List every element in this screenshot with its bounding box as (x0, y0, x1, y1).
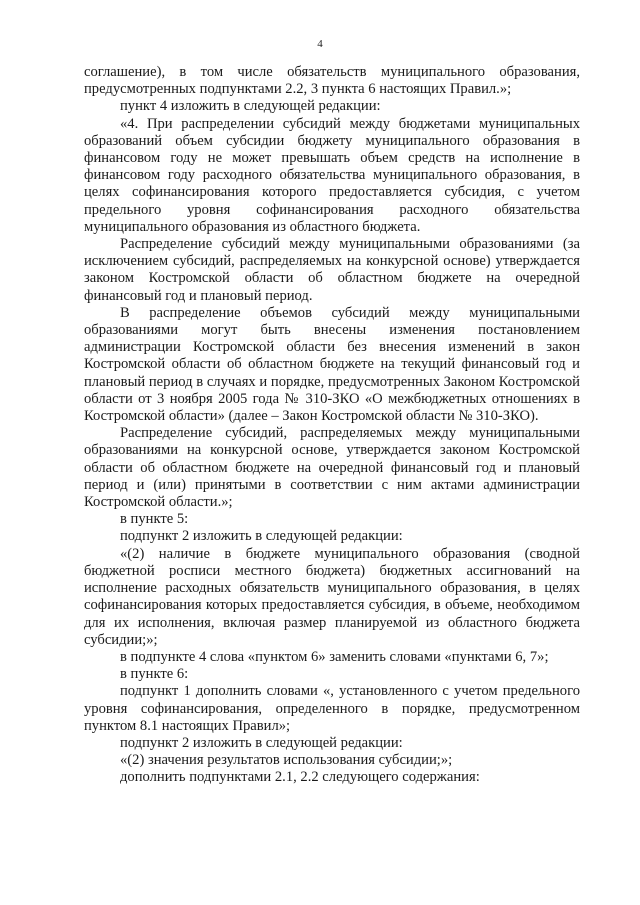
paragraph: подпункт 1 дополнить словами «, установленного с учетом предельного уровня софинансирования, определенного в порядке, предусмотренном пунктом 8.1 настоящих Правил»; (84, 683, 580, 734)
document-body (84, 64, 580, 787)
paragraph: подпункт 2 изложить в следующей редакции: (120, 528, 403, 545)
paragraph: «(2) наличие в бюджете муниципального образования (сводной бюджетной росписи местного бюджета) бюджетных ассигнований на исполнение расходных обязательств муниципального образования, в целях софинансирования которых предоставляется субсидия, в объеме, необходимом для их исполнения, включая размер планируемой из областного бюджета субсидии;»; (84, 545, 580, 648)
paragraph: соглашение), в том числе обязательств муниципального образования, предусмотренных подпунктами 2.2, 3 пункта 6 настоящих Правил.»; (84, 64, 580, 98)
paragraph: Распределение субсидий между муниципальными образованиями (за исключением субсидий, распределяемых на конкурсной основе) утверждается законом Костромской области об областном бюджете на очередной финансовый год и плановый период. (84, 236, 580, 304)
page-number: 4 (317, 38, 323, 50)
paragraph: пункт 4 изложить в следующей редакции: (120, 98, 381, 115)
paragraph: в пункте 5: (120, 511, 189, 528)
paragraph: «4. При распределении субсидий между бюджетами муниципальных образований объем субсидии бюджету муниципального образования в финансовом году не может превышать объем средств на исполнение в финансовом году расходного обязательства муниципального образования, в целях софинансирования которого предоставляется субсидия, с учетом предельного уровня софинансирования расходного обязательства муниципального образования из областного бюджета. (84, 115, 580, 235)
paragraph: в пункте 6: (120, 666, 189, 683)
paragraph: Распределение субсидий, распределяемых между муниципальными образованиями на конкурсной основе, утверждается законом Костромской области об областном бюджете на очередной финансовый год и плановый период и (или) принятыми в соответствии с ним актами администрации Костромской области.»; (84, 425, 580, 511)
paragraph: «(2) значения результатов использования субсидии;»; (120, 752, 453, 769)
paragraph: в подпункте 4 слова «пунктом 6» заменить словами «пунктами 6, 7»; (120, 648, 549, 665)
paragraph: В распределение объемов субсидий между муниципальными образованиями могут быть внесены изменения постановлением администрации Костромской области без внесения изменений в закон Костромской области об областном бюджете на текущий финансовый год и плановый период в случаях и порядке, предусмотренных Законом Костромской области от 3 ноября 2005 года № 310-ЗКО «О межбюджетных отношениях в Костромской области» (далее – Закон Костромской области № 310-ЗКО). (84, 304, 580, 425)
paragraph: подпункт 2 изложить в следующей редакции: (120, 734, 403, 751)
paragraph: дополнить подпунктами 2.1, 2.2 следующего содержания: (120, 769, 480, 786)
